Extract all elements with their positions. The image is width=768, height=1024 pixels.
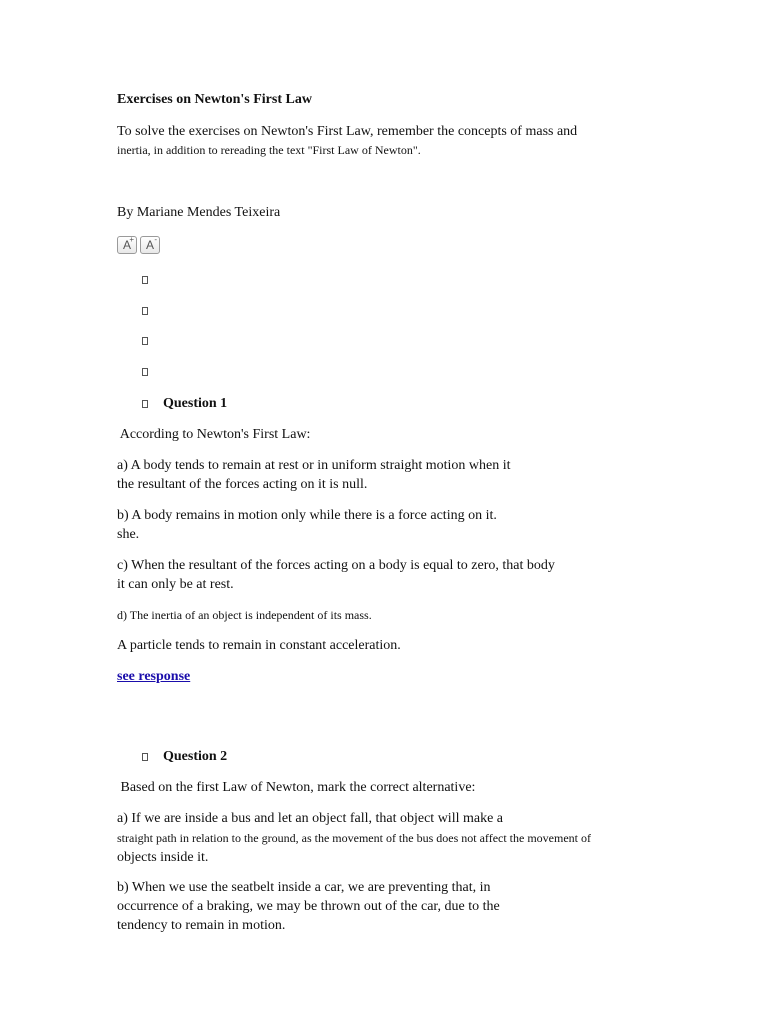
missing-glyph-icon (142, 307, 148, 315)
missing-glyph-icon (142, 276, 148, 284)
q1-option-b-line-2: she. (117, 527, 140, 542)
increase-font-button[interactable] (117, 236, 137, 254)
q1-option-d: d) The inertia of an object is independent of its mass. (117, 608, 372, 622)
font-size-controls (117, 236, 160, 254)
q2-option-b-line-1: b) When we use the seatbelt inside a car, we are preventing that, in (117, 880, 491, 895)
missing-glyph-icon (142, 753, 148, 761)
q2-option-a-line-3: objects inside it. (117, 850, 209, 865)
missing-glyph-icon (142, 400, 148, 408)
question-2-heading: Question 2 (163, 749, 228, 764)
q2-option-a-line-1: a) If we are inside a bus and let an object fall, that object will make a (117, 811, 504, 826)
author-byline: By Mariane Mendes Teixeira (117, 205, 281, 220)
q2-option-b-line-2: occurrence of a braking, we may be thrown out of the car, due to the (117, 899, 500, 914)
q2-option-b-line-3: tendency to remain in motion. (117, 918, 286, 933)
missing-glyph-icon (142, 337, 148, 345)
missing-glyph-icon (142, 368, 148, 376)
intro-text-line-1: To solve the exercises on Newton's First Law, remember the concepts of mass and (117, 124, 578, 139)
decrease-font-button[interactable] (140, 236, 160, 254)
q1-option-b-line-1: b) A body remains in motion only while there is a force acting on it. (117, 508, 497, 523)
intro-text-line-2: inertia, in addition to rereading the text "First Law of Newton". (117, 143, 421, 157)
plus-mark: + (129, 235, 134, 244)
question-2-prompt: Based on the first Law of Newton, mark the correct alternative: (117, 780, 476, 795)
minus-mark: - (154, 235, 157, 244)
question-1-heading: Question 1 (163, 396, 228, 411)
q1-option-a-line-1: a) A body tends to remain at rest or in uniform straight motion when it (117, 458, 511, 473)
font-decrease-icon: A (145, 238, 154, 252)
q1-option-c-line-2: it can only be at rest. (117, 577, 234, 592)
q1-option-a-line-2: the resultant of the forces acting on it is null. (117, 477, 368, 492)
font-increase-icon: A (122, 238, 131, 252)
article-title: Exercises on Newton's First Law (117, 92, 312, 107)
see-response-link[interactable]: see response (117, 669, 191, 684)
q1-option-e: A particle tends to remain in constant acceleration. (117, 638, 401, 653)
q1-option-c-line-1: c) When the resultant of the forces acting on a body is equal to zero, that body (117, 558, 555, 573)
q2-option-a-line-2: straight path in relation to the ground, as the movement of the bus does not affect the movement of (117, 831, 591, 845)
question-1-prompt: According to Newton's First Law: (117, 427, 311, 442)
